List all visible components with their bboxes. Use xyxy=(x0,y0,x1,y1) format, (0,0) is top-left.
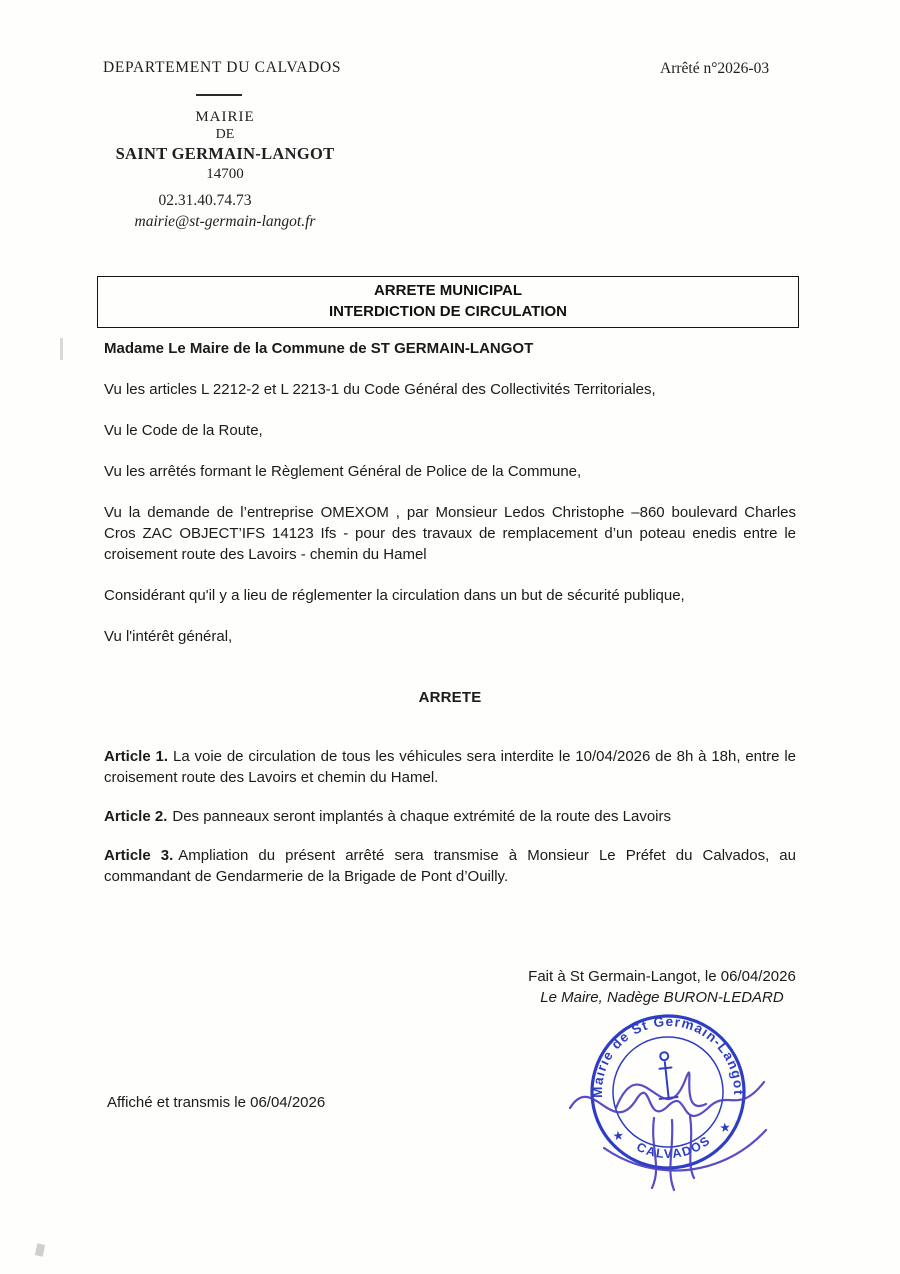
recital-6: Vu l'intérêt général, xyxy=(104,628,233,645)
posted-note: Affiché et transmis le 06/04/2026 xyxy=(107,1094,326,1111)
article-2 xyxy=(104,806,796,827)
scan-artifact xyxy=(35,1243,45,1256)
decree-number: Arrêté n°2026-03 xyxy=(660,60,770,77)
article-3-label: Article 3. xyxy=(104,847,174,864)
de-label: DE xyxy=(215,127,235,142)
title-line1: ARRETE MUNICIPAL xyxy=(373,282,523,299)
mairie-label: MAIRIE xyxy=(195,109,255,125)
article-1 xyxy=(104,746,796,788)
phone-number: 02.31.40.74.73 xyxy=(158,192,252,209)
document-body xyxy=(104,338,796,887)
recital-4: Vu la demande de l’entreprise OMEXOM , par Monsieur Ledos Christophe –860 boulevard Charles Cros ZAC OBJECT’IFS 14123 Ifs - pour des travaux de remplacement d’un poteau enedis entre le croisement route des Lavoirs - chemin du Hamel xyxy=(104,504,796,563)
title-line2: INTERDICTION DE CIRCULATION xyxy=(328,303,568,320)
divider-line xyxy=(196,94,242,96)
stamp-bottom-text: CALVADOS xyxy=(634,1132,714,1162)
decision-heading: ARRETE xyxy=(418,689,482,706)
seal-emblem xyxy=(655,1051,678,1099)
stamp-top-text: Mairie de St Germain-Langot xyxy=(589,1013,747,1098)
scan-artifact xyxy=(60,338,63,360)
article-2-text: Des panneaux seront implantés à chaque extrémité de la route des Lavoirs xyxy=(172,808,672,825)
commune-name: SAINT GERMAIN-LANGOT xyxy=(115,144,335,163)
letterhead xyxy=(103,58,347,232)
article-3 xyxy=(104,845,796,887)
article-3-text: Ampliation du présent arrêté sera transmise à Monsieur Le Préfet du Calvados, au commandant de Gendarmerie de la Brigade de Pont d’Ouilly. xyxy=(104,847,796,885)
recital-1: Vu les articles L 2212-2 et L 2213-1 du Code Général des Collectivités Territoriales, xyxy=(104,381,656,398)
department-name: DEPARTEMENT DU CALVADOS xyxy=(103,59,342,76)
recital-5: Considérant qu'il y a lieu de réglementer la circulation dans un but de sécurité publique, xyxy=(104,587,685,604)
title-box xyxy=(97,276,799,328)
municipal-stamp xyxy=(540,980,790,1230)
article-1-text: La voie de circulation de tous les véhicules sera interdite le 10/04/2026 de 8h à 18h, entre le croisement route des Lavoirs et chemin du Hamel. xyxy=(104,748,796,786)
email-address: mairie@st-germain-langot.fr xyxy=(134,213,316,230)
recital-2: Vu le Code de la Route, xyxy=(104,422,263,439)
article-1-label: Article 1. xyxy=(104,748,169,765)
signatory-line: Le Maire, Nadège BURON-LEDARD xyxy=(540,989,784,1006)
article-2-label: Article 2. xyxy=(104,808,168,825)
intro-line: Madame Le Maire de la Commune de ST GERMAIN-LANGOT xyxy=(104,340,534,357)
star-icon: ★ xyxy=(612,1129,624,1143)
postal-code: 14700 xyxy=(206,166,244,182)
star-icon: ★ xyxy=(719,1121,731,1135)
recital-3: Vu les arrêtés formant le Règlement Général de Police de la Commune, xyxy=(104,463,582,480)
place-date-line: Fait à St Germain-Langot, le 06/04/2026 xyxy=(528,968,796,985)
